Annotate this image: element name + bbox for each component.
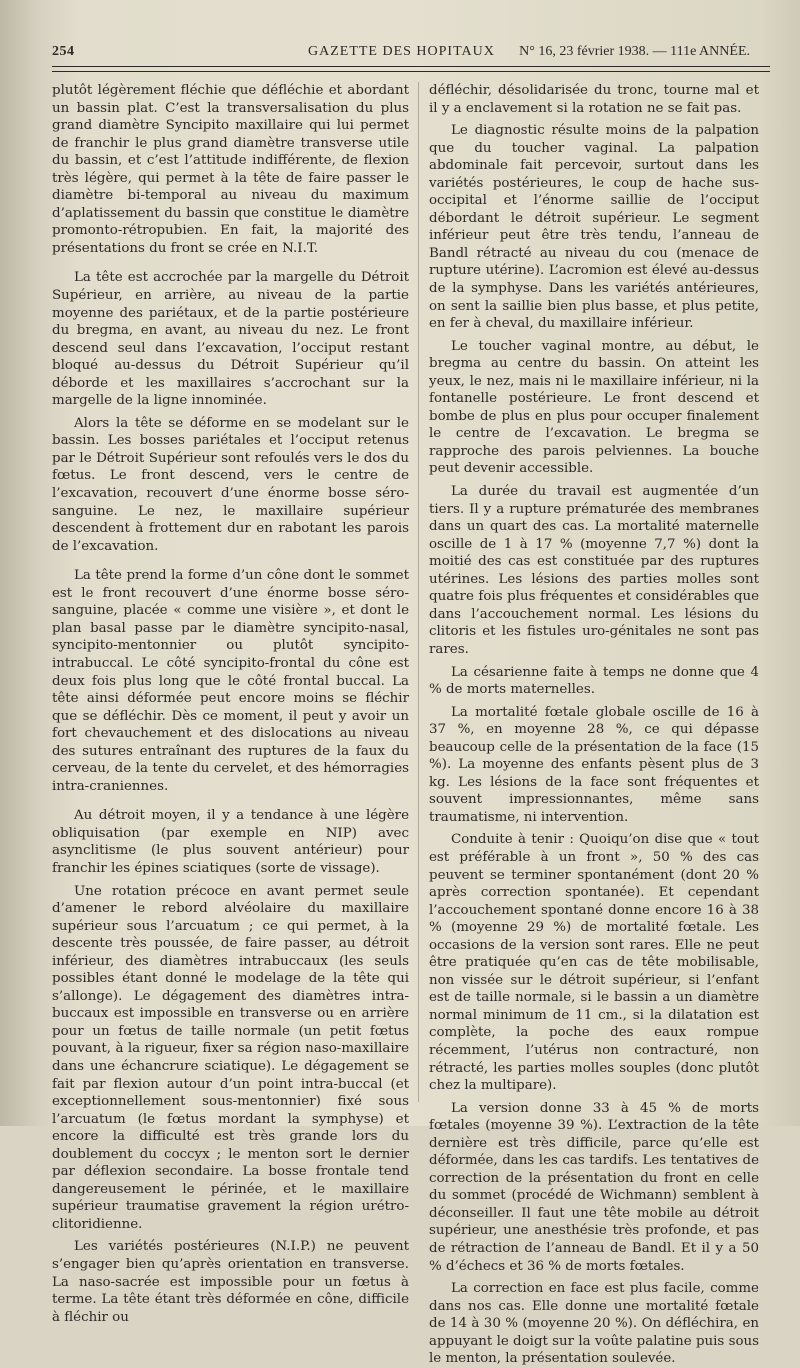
page-number: 254	[52, 44, 75, 59]
paragraph: Les variétés postérieures (N.I.P.) ne peuvent s’engager bien qu’après orientation en transverse. La naso-sacrée est impossible pour un fœtus à terme. La tête étant très déformée en cône, difficile à fléchir ou	[52, 1239, 409, 1325]
paragraph: défléchir, désolidarisée du tronc, tourne mal et il y a enclavement si la rotation ne se fait pas.	[429, 83, 759, 116]
paragraph: Conduite à tenir : Quoiqu’on dise que « tout est préférable à un front », 50 % des cas peuvent se terminer spontanément (dont 20 % après correction spontanée). Et cependant l’accouchement spontané donne encore 16 à 38 % (moyenne 29 %) de mortalité fœtale. Les occasions de la version sont rares. Elle ne peut être pratiquée qu’en cas de tête mobilisable, non vissée sur le détroit supérieur, si l’enfant est de taille normale, si le bassin a un diamètre normal minimum de 11 cm., si la dilatation est complète, la poche des eaux rompue récemment, l’utérus non contracturé, non rétracté, les parties molles souples (donc plutôt chez la multipare).	[429, 832, 759, 1094]
paragraph: Au détroit moyen, il y a tendance à une légère obliquisation (par exemple en NIP) avec asynclitisme (le plus souvent antérieur) pour franchir les épines sciatiques (sorte de vissage).	[52, 808, 409, 876]
paragraph: La tête prend la forme d’un cône dont le sommet est le front recouvert d’une énorme bosse séro-sanguine, placée « comme une visière », et dont le plan basal passe par le diamètre syncipito-nasal, syncipito-mentonnier ou plutôt syncipito-intrabuccal. Le côté syncipito-frontal du cône est deux fois plus long que le côté frontal buccal. La tête ainsi déformée peut encore moins se fléchir que se défléchir. Dès ce moment, il peut y avoir un fort chevauchement et des dislocations au niveau des sutures entraînant des ruptures de la faux du cerveau, de la tente du cervelet, et des hémorragies intra-craniennes.	[52, 568, 409, 794]
paragraph: La version donne 33 à 45 % de morts fœtales (moyenne 39 %). L’extraction de la tête dernière est très difficile, parce qu’elle est déformée, dans les cas tardifs. Les tentatives de correction de la présentation du front en celle du sommet (procédé de Wichmann) semblent à déconseiller. Il faut une tête mobile au détroit supérieur, une anesthésie très profonde, et pas de rétraction de l’anneau de Bandl. Et il y a 50 % d’échecs et 36 % de morts fœtales.	[429, 1100, 759, 1274]
issue-info: N° 16, 23 février 1938. — 111e ANNÉE.	[519, 44, 750, 59]
left-column	[52, 82, 409, 1326]
header-rule	[52, 66, 770, 72]
paragraph: La césarienne faite à temps ne donne que 4 % de morts maternelles.	[429, 664, 759, 698]
paragraph: Une rotation précoce en avant permet seule d’amener le rebord alvéolaire du maxillaire supérieur sous l’arcuatum ; ce qui permet, à la descente très poussée, de faire passer, au détroit inférieur, des diamètres intrabuccaux (les seuls possibles étant donné le modelage de la tête qui s’allonge). Le dégagement des diamètres intra-buccaux est impossible en transverse ou en arrière pour un fœtus de taille normale (un petit fœtus pouvant, à la rigueur, fixer sa région naso-maxillaire dans une échancrure sciatique). Le dégagement se fait par flexion autour d’un point intra-buccal (et exceptionnellement sous-mentonnier) fixé sous l’arcuatum (le fœtus mordant la symphyse) et encore la difficulté est très grande lors du doublement du coccyx ; le menton sort le dernier par déflexion secondaire. La bosse frontale tend dangereusement le périnée, et le maxillaire supérieur traumatise gravement la région urétro-clitoridienne.	[52, 883, 409, 1232]
journal-title: GAZETTE DES HOPITAUX	[308, 44, 495, 59]
column-divider	[418, 82, 419, 1102]
paragraph: La mortalité fœtale globale oscille de 16 à 37 %, en moyenne 28 %, ce qui dépasse beaucoup celle de la présentation de la face (15 %). La moyenne des enfants pèsent plus de 3 kg. Les lésions de la face sont fréquentes et souvent impressionnantes, même sans traumatisme, ni intervention.	[429, 704, 759, 825]
paragraph: La correction en face est plus facile, comme dans nos cas. Elle donne une mortalité fœtale de 14 à 30 % (moyenne 20 %). On défléchira, en appuyant le doigt sur la voûte palatine puis sous le menton, la présentation soulevée.	[429, 1281, 759, 1367]
paragraph: Le toucher vaginal montre, au début, le bregma au centre du bassin. On atteint les yeux, le nez, mais ni le maxillaire inférieur, ni la fontanelle postérieure. Le front descend et bombe de plus en plus pour occuper finalement le centre de l’excavation. Le bregma se rapproche des parois pelviennes. La bouche peut devenir accessible.	[429, 338, 759, 477]
right-column	[429, 82, 759, 1368]
paragraph: La durée du travail est augmentée d’un tiers. Il y a rupture prématurée des membranes dans un quart des cas. La mortalité maternelle oscille de 1 à 17 % (moyenne 7,7 %) dont la moitié des cas est constituée par des ruptures utérines. Les lésions des parties molles sont quatre fois plus fréquentes et considérables que dans l’accouchement normal. Les lésions du clitoris et les fistules uro-génitales ne sont pas rares.	[429, 484, 759, 657]
paragraph: Alors la tête se déforme en se modelant sur le bassin. Les bosses pariétales et l’occiput retenus par le Détroit Supérieur sont refoulés vers le dos du fœtus. Le front descend, vers le centre de l’excavation, recouvert d’une énorme bosse séro-sanguine. Le nez, le maxillaire supérieur descendent à frottement dur en rabotant les parois de l’excavation.	[52, 415, 409, 554]
paragraph: La tête est accrochée par la margelle du Détroit Supérieur, en arrière, au niveau de la partie moyenne des pariétaux, et de la partie postérieure du bregma, en avant, au niveau du nez. Le front descend seul dans l’excavation, l’occiput restant bloqué au-dessus du Détroit Supérieur qu’il déborde et les maxillaires s’accrochant sur la margelle de la ligne innominée.	[52, 270, 409, 409]
paragraph: Le diagnostic résulte moins de la palpation que du toucher vaginal. La palpation abdominale fait percevoir, surtout dans les variétés postérieures, le coup de hache sus-occipital et l’énorme saillie de l’occiput débordant le détroit supérieur. Le segment inférieur peut être très tendu, l’anneau de Bandl rétracté au niveau du cou (menace de rupture utérine). L’acromion est élevé au-dessus de la symphyse. Dans les variétés antérieures, on sent la saillie bien plus basse, et plus petite, en fer à cheval, du maxillaire inférieur.	[429, 123, 759, 332]
paragraph: plutôt légèrement fléchie que défléchie et abordant un bassin plat. C’est la transversalisation du plus grand diamètre Syncipito maxillaire qui lui permet de franchir le plus grand diamètre transverse utile du bassin, et c’est l’attitude indifférente, de flexion très légère, qui permet à la tête de faire passer le diamètre bi-temporal au niveau du maximum d’aplatissement du bassin que constitue le diamètre promonto-rétropubien. En fait, la majorité des présentations du front se crée en N.I.T.	[52, 83, 409, 256]
